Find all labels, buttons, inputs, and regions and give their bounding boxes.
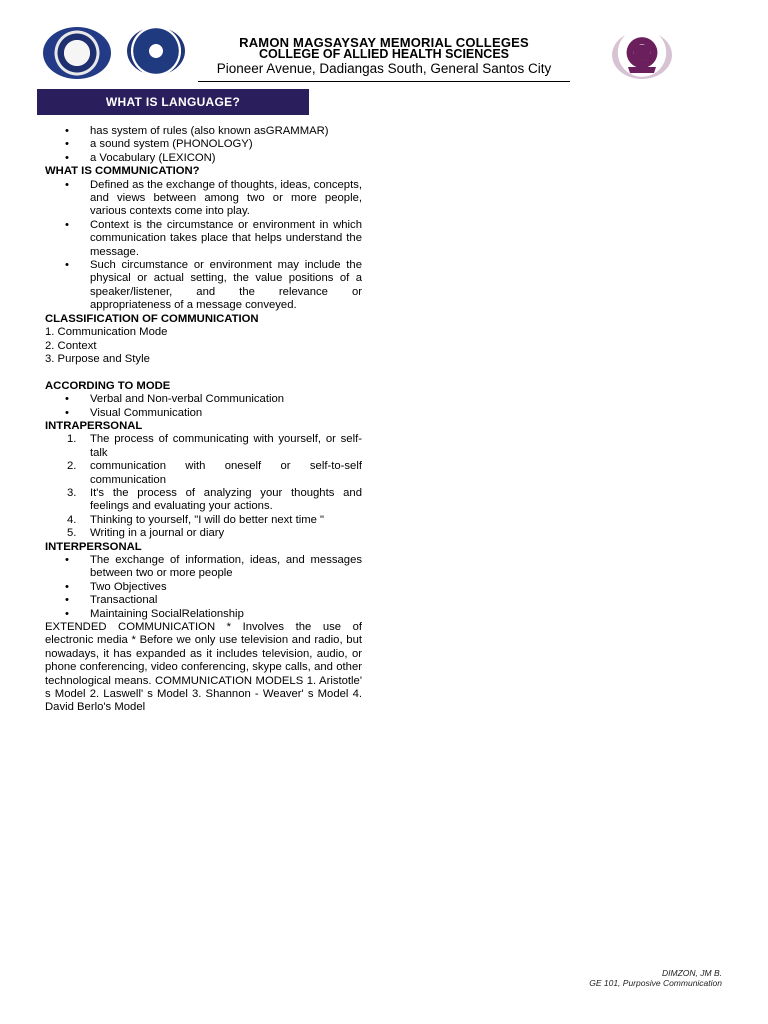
list-text: Writing in a journal or diary — [90, 527, 225, 540]
list-number: 3. — [67, 486, 77, 499]
list-number: 4. — [67, 513, 77, 526]
communication-bullet-list — [45, 179, 362, 313]
banner-title: WHAT IS LANGUAGE? — [105, 95, 241, 109]
list-number: 2. — [67, 460, 77, 473]
list-item: 3. Purpose and Style — [45, 352, 150, 365]
list-item: • a Vocabulary (LEXICON) — [45, 152, 362, 165]
institution-address: Pioneer Avenue, Dadiangas South, General Santos City — [216, 61, 552, 76]
list-item: • Two Objectives — [45, 581, 362, 594]
list-item: • a sound system (PHONOLOGY) — [45, 138, 362, 151]
college-seal-logo — [43, 27, 111, 79]
list-item: • Transactional — [45, 594, 362, 607]
footer-author: DIMZON, JM B. — [662, 968, 722, 978]
header-divider — [198, 81, 570, 82]
list-item: • The exchange of information, ideas, and messages between two or more people — [45, 554, 362, 581]
allied-health-seal-logo — [127, 27, 185, 75]
list-number: 5. — [67, 527, 77, 540]
list-item — [45, 433, 362, 460]
list-text: It's the process of analyzing your thoughts and feelings and evaluating your actions. — [90, 486, 362, 513]
intrapersonal-heading: INTRAPERSONAL — [45, 419, 143, 432]
list-item: 1. Communication Mode — [45, 326, 168, 339]
list-text: communication with oneself or self-to-self communication — [90, 460, 362, 486]
extended-communication-paragraph: EXTENDED COMMUNICATION * Involves the use of electronic media * Before we only use television and radio, but nowadays, it has expanded as it includes television, audio, or phone conferencing, video conferencing, skype calls, and other technological means. COMMUNICATION MODELS 1. Aristotle' s Model 2. Laswell' s Model 3. Shannon - Weaver' s Model 4. David Berlo's Model — [45, 621, 362, 714]
mode-heading: ACCORDING TO MODE — [45, 379, 171, 392]
list-item: • Visual Communication — [45, 407, 362, 420]
list-item: 2. Context — [45, 339, 97, 352]
document-body — [45, 125, 362, 715]
intrapersonal-numbered-list — [45, 433, 362, 540]
section-banner — [37, 89, 309, 115]
list-text: Thinking to yourself, "I will do better next time " — [90, 513, 325, 526]
list-item — [45, 527, 362, 540]
list-item: • Defined as the exchange of thoughts, ideas, concepts, and views between among two or more people, various contexts come into play. — [45, 179, 362, 219]
interpersonal-heading: INTERPERSONAL — [45, 540, 142, 553]
institution-name: RAMON MAGSAYSAY MEMORIAL COLLEGES — [239, 35, 529, 50]
list-number: 1. — [67, 433, 77, 446]
list-item — [45, 514, 362, 527]
list-text: The process of communicating with yourself, or self-talk — [90, 433, 362, 459]
page-footer — [589, 968, 722, 988]
list-item: • Maintaining SocialRelationship — [45, 608, 362, 621]
list-item: • has system of rules (also known asGRAMMAR) — [45, 125, 362, 138]
communication-heading: WHAT IS COMMUNICATION? — [45, 165, 200, 178]
list-item: • Context is the circumstance or environment in which communication takes place that helps understand the message. — [45, 219, 362, 259]
mode-bullet-list — [45, 393, 362, 420]
classification-heading: CLASSIFICATION OF COMMUNICATION — [45, 312, 259, 325]
spacer — [45, 366, 362, 379]
list-item — [45, 487, 362, 514]
list-item: • Verbal and Non-verbal Communication — [45, 393, 362, 406]
list-item — [45, 460, 362, 487]
department-crest-logo — [612, 31, 672, 79]
list-item: • Such circumstance or environment may include the physical or actual setting, the value positions of a speaker/listener, and the relevance or appropriateness of a message conveyed. — [45, 259, 362, 313]
interpersonal-bullet-list — [45, 554, 362, 621]
language-bullet-list — [45, 125, 362, 165]
document-header — [0, 0, 768, 90]
footer-course: GE 101, Purposive Communication — [589, 978, 722, 988]
college-name: COLLEGE OF ALLIED HEALTH SCIENCES — [258, 47, 509, 61]
